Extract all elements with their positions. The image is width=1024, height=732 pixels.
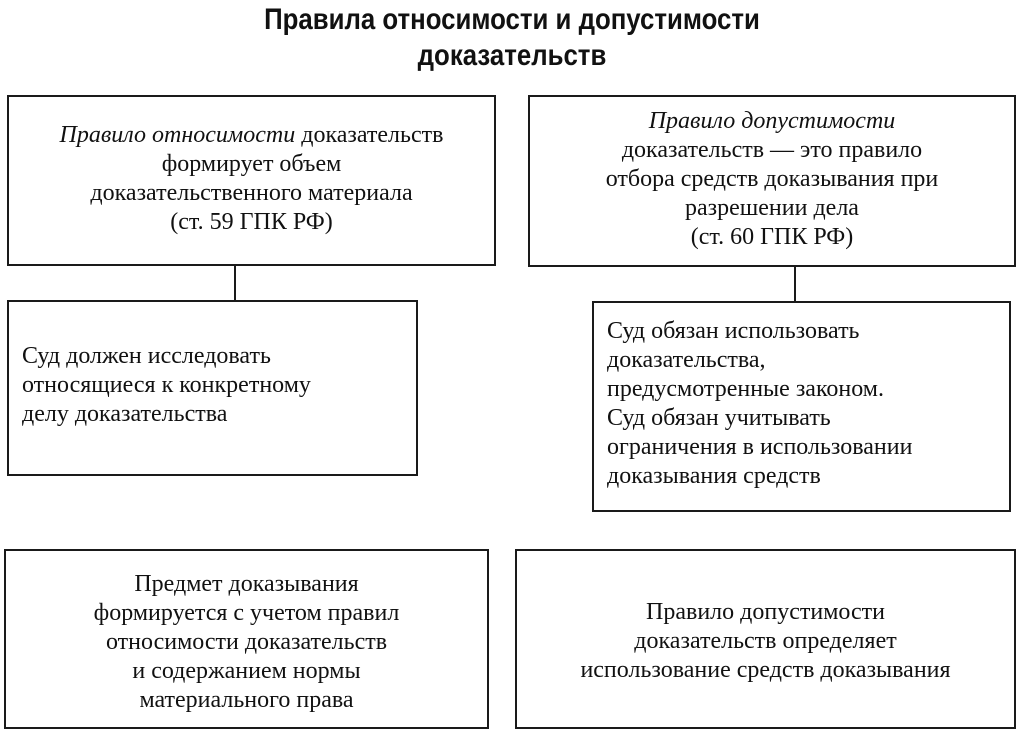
admissibility-rule-line-4: разрешении дела <box>685 195 859 221</box>
court-obliged-line-2: доказательства, <box>607 347 766 373</box>
relevance-rule-line-3: доказательственного материала <box>90 180 413 206</box>
admissibility-determines-line-3: использование средств доказывания <box>580 657 951 683</box>
diagram-title-line-1: Правила относимости и допустимости <box>264 3 760 36</box>
relevance-rule-article: (ст. 59 ГПК РФ) <box>170 209 333 235</box>
subject-of-proof-line-2: формируется с учетом правил <box>93 600 400 626</box>
subject-of-proof-line-3: относимости доказательств <box>105 629 388 655</box>
admissibility-determines-line-1: Правило допустимости <box>646 599 885 625</box>
court-obliged-line-3: предусмотренные законом. <box>607 376 884 402</box>
connector-line-left <box>234 266 236 300</box>
court-obliged-line-1: Суд обязан использовать <box>607 318 860 344</box>
connector-line-right <box>794 267 796 301</box>
admissibility-rule-line-2: доказательств — это правило <box>621 137 923 163</box>
court-obliged-box <box>592 301 1011 512</box>
court-must-examine-line-3: делу доказательства <box>22 401 228 427</box>
relevance-rule-box <box>7 95 496 266</box>
subject-of-proof-line-1: Предмет доказывания <box>134 571 359 597</box>
admissibility-rule-term-text: Правило допустимости <box>648 108 896 134</box>
diagram-title-line-2: доказательств <box>417 39 607 72</box>
admissibility-rule-box <box>528 95 1016 267</box>
subject-of-proof-line-4: и содержанием нормы <box>132 658 361 684</box>
court-obliged-line-4: Суд обязан учитывать <box>607 405 831 431</box>
admissibility-rule-term <box>530 107 1014 136</box>
court-obliged-line-6: доказывания средств <box>607 463 821 489</box>
admissibility-determines-line-2: доказательств определяет <box>634 628 897 654</box>
subject-of-proof-line-5: материального права <box>139 687 354 713</box>
relevance-rule-line-1-rest: доказательств <box>295 122 444 148</box>
court-must-examine-box <box>7 300 418 476</box>
relevance-rule-term: Правило относимости <box>59 122 296 148</box>
diagram-title <box>72 2 953 74</box>
relevance-rule-line-1 <box>9 121 494 150</box>
relevance-rule-line-2: формирует объем <box>161 151 342 177</box>
admissibility-rule-line-3: отбора средств доказывания при <box>605 166 939 192</box>
admissibility-rule-article: (ст. 60 ГПК РФ) <box>690 224 854 250</box>
admissibility-determines-box <box>515 549 1016 729</box>
subject-of-proof-box <box>4 549 489 729</box>
court-obliged-line-5: ограничения в использовании <box>607 434 913 460</box>
court-must-examine-line-1: Суд должен исследовать <box>22 343 271 369</box>
court-must-examine-line-2: относящиеся к конкретному <box>22 372 311 398</box>
